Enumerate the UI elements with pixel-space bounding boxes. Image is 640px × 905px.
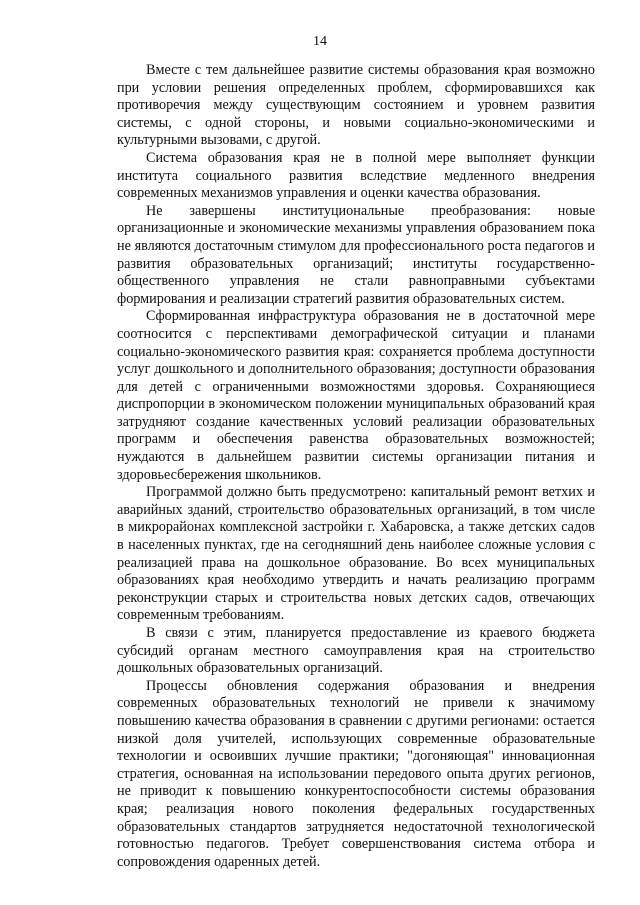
paragraph-7: Процессы обновления содержания образования и внедрения современных образовательных технологий не привели к значимому повышению качества образования в сравнении с другими регионами: остается низкой доля учителей, использующих современные образовательные технологии и освоивших лучшие практики; "догоняющая" инновационная стратегия, основанная на использовании передового опыта других регионов, не приводит к повышению конкурентоспособности системы образования края; реализация нового поколения федеральных государственных образовательных стандартов затрудняется недостаточной технологической готовностью педагогов. Требует совершенствования система отбора и сопровождения одаренных детей. (117, 677, 595, 870)
page-number: 14 (313, 34, 327, 49)
paragraph-5: Программой должно быть предусмотрено: капитальный ремонт ветхих и аварийных зданий, строительство образовательных организаций, в том числе в микрорайонах комплексной застройки г. Хабаровска, а также детских садов в населенных пунктах, где на сегодняшний день наиболее сложные условия с реализацией права на дошкольное образование. Во всех муниципальных образованиях края необходимо утвердить и начать реализацию программ реконструкции старых и строительства новых детских садов, отвечающих современным требованиям. (117, 484, 595, 624)
paragraph-2: Система образования края не в полной мере выполняет функции института социального развития вследствие медленного внедрения современных механизмов управления и оценки качества образования. (117, 149, 595, 202)
paragraph-3: Не завершены институциональные преобразования: новые организационные и экономические механизмы управления образованием пока не являются достаточным стимулом для профессионального роста педагогов и развития образовательных организаций; институты государственно-общественного управления не стали равноправными субъектами формирования и реализации стратегий развития образовательных систем. (117, 202, 595, 307)
paragraph-6: В связи с этим, планируется предоставление из краевого бюджета субсидий органам местного самоуправления края на строительство дошкольных образовательных организаций. (117, 625, 595, 677)
paragraph-4: Сформированная инфраструктура образования не в достаточной мере соотносится с перспективами демографической ситуации и планами социально-экономического развития края: сохраняется проблема доступности услуг дошкольного и дополнительного образования; доступности образования для детей с ограниченными возможностями здоровья. Сохраняющиеся диспропорции в экономическом положении муниципальных образований края затрудняют создание качественных условий реализации образовательных программ и обеспечения равенства образовательных возможностей; нуждаются в дальнейшем развитии системы организации питания и здоровьесбережения школьников. (117, 308, 595, 483)
paragraph-1: Вместе с тем дальнейшее развитие системы образования края возможно при условии решения определенных проблем, сформировавшихся как противоречия между существующим состоянием и уровнем развития системы, с одной стороны, и новыми социально-экономическими и культурными вызовами, с другой. (117, 62, 595, 149)
document-body (117, 62, 595, 871)
